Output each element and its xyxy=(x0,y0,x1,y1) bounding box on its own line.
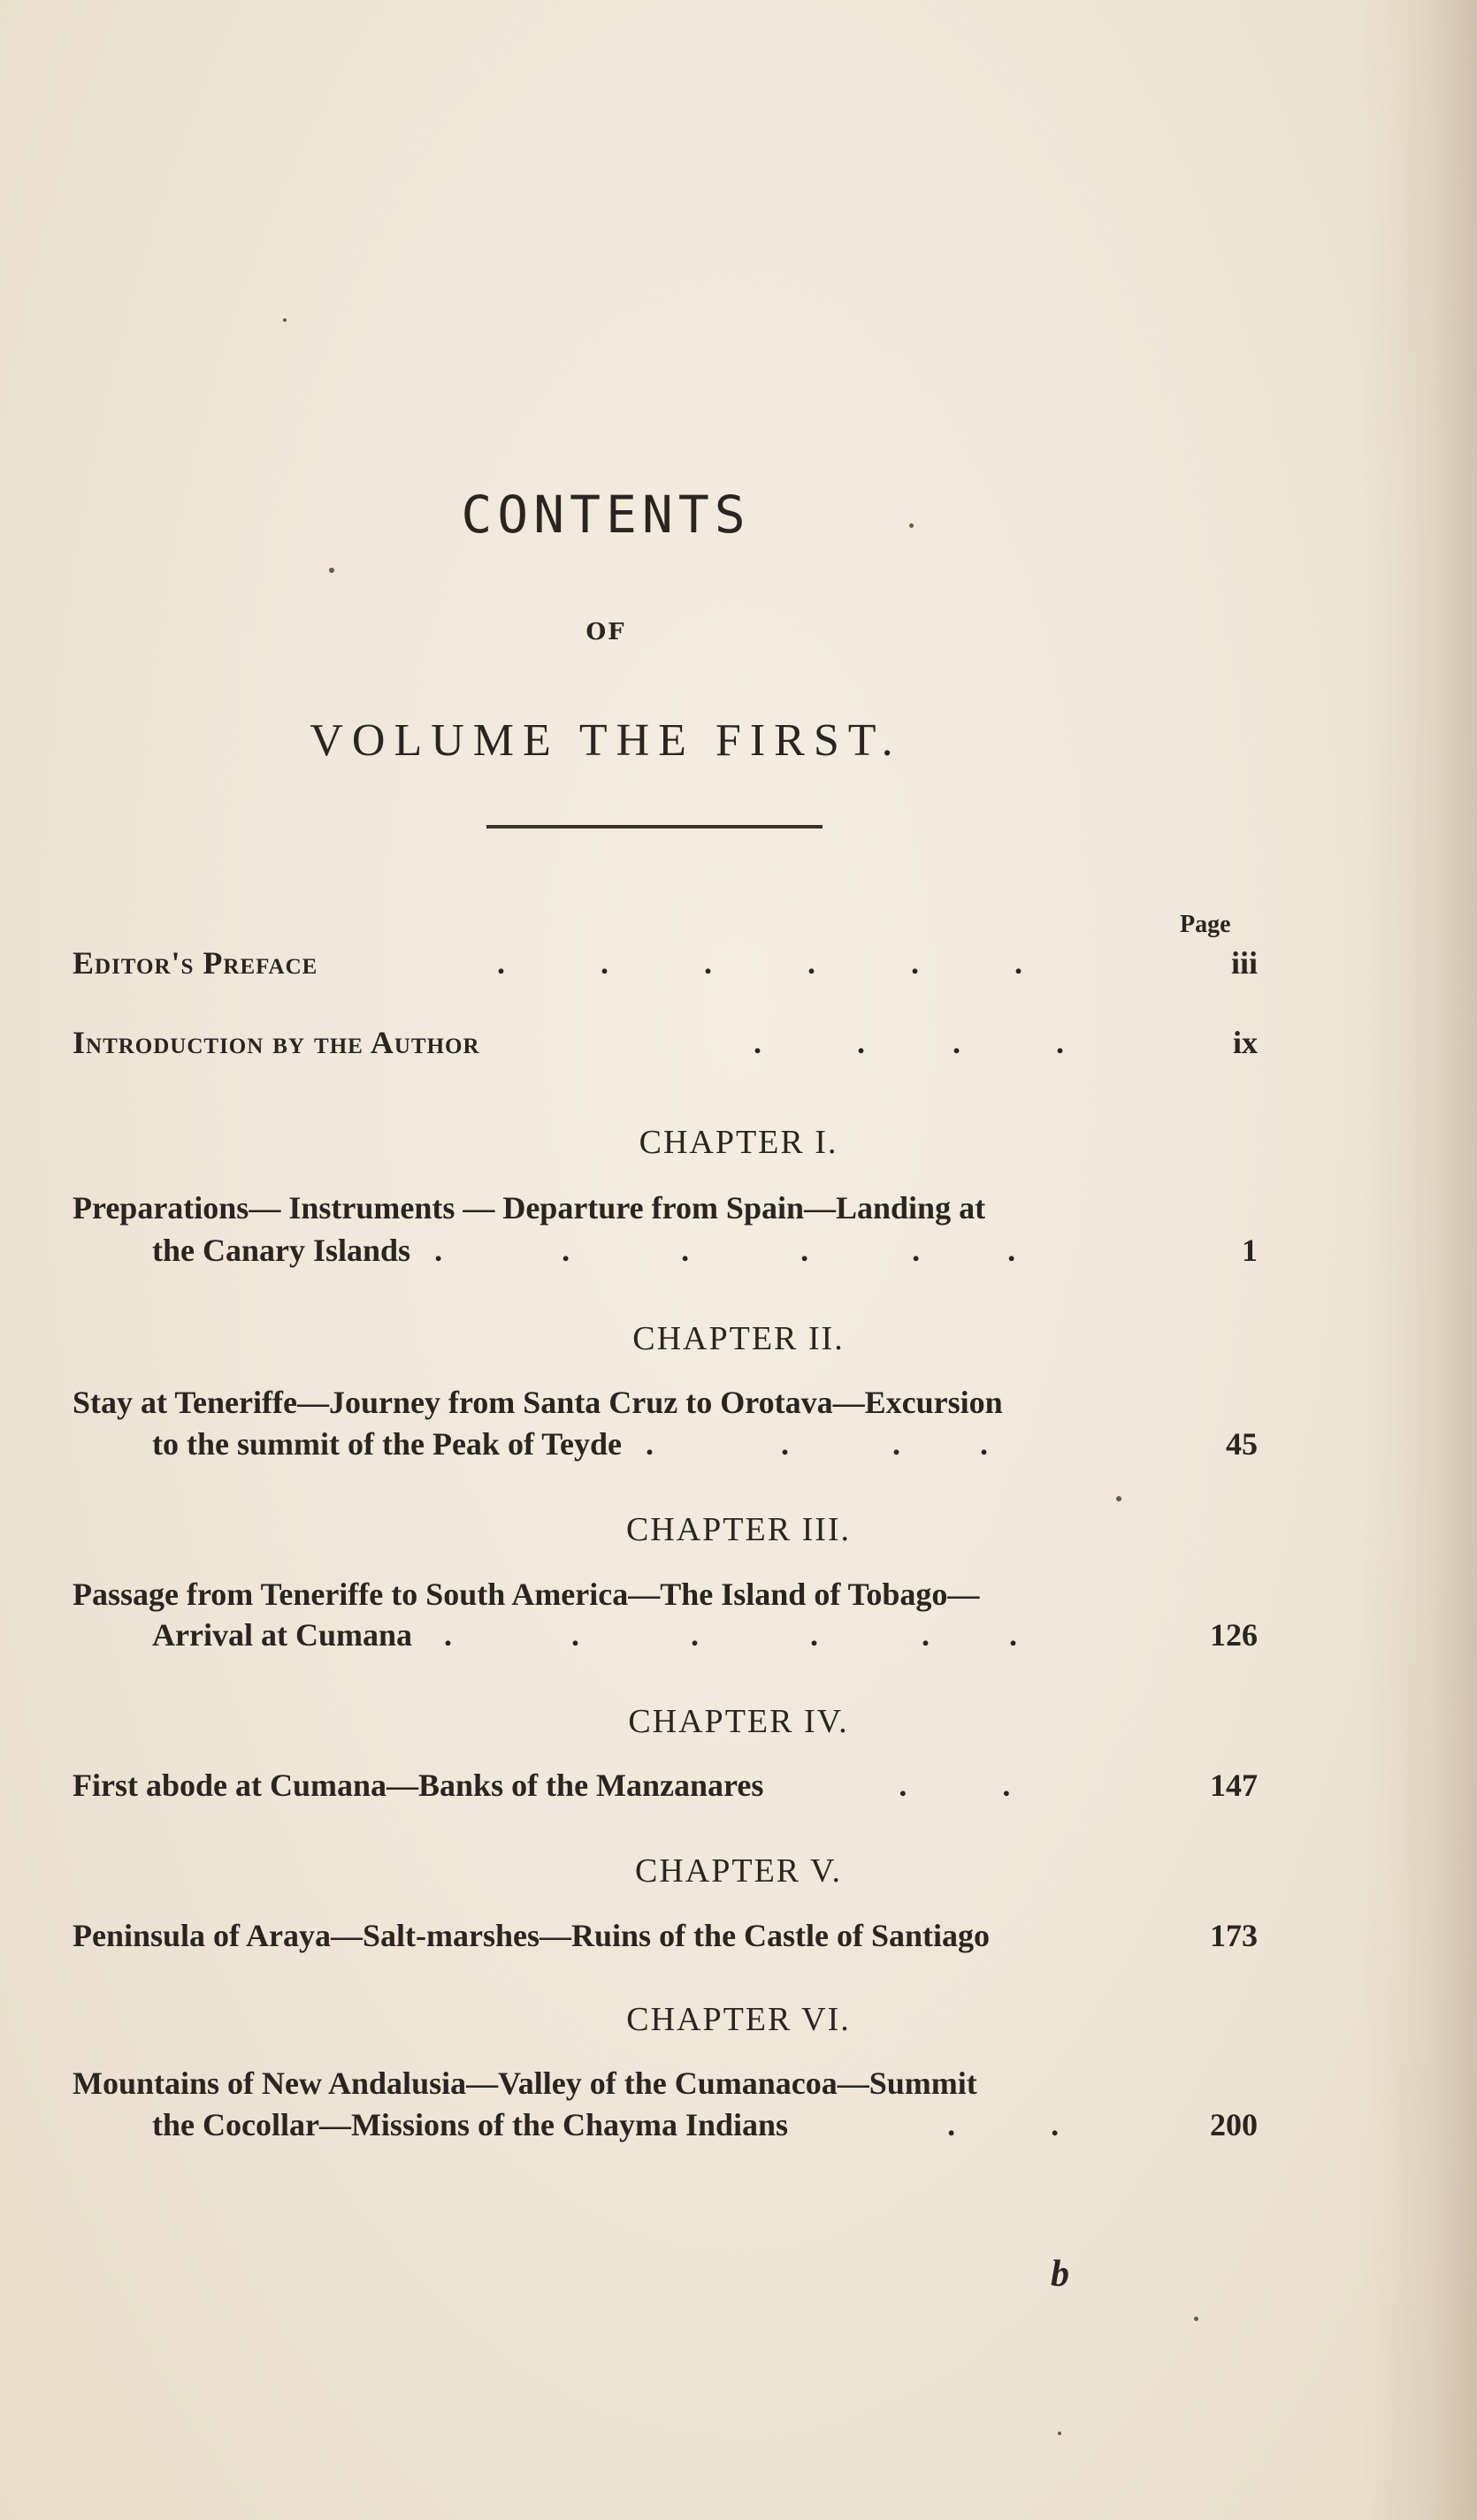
toc-entry-title: Editor's Preface xyxy=(73,945,318,981)
page-edge-shadow xyxy=(1362,0,1477,2520)
chapter-6-title-line1[interactable]: Mountains of New Andalusia—Valley of the Cumanacoa—Summit xyxy=(73,2066,977,2101)
paper-speck xyxy=(329,568,334,573)
leader-dots: . . xyxy=(771,1768,1011,1803)
toc-page-number: 45 xyxy=(1226,1426,1258,1462)
page-column-label: Page xyxy=(1180,911,1231,938)
toc-entry-title: Introduction by the Author xyxy=(73,1025,480,1060)
toc-entry-editors-preface[interactable] xyxy=(73,944,1258,981)
paper-speck xyxy=(909,523,914,528)
volume-title: VOLUME THE FIRST. xyxy=(310,715,902,766)
chapter-heading: CHAPTER IV. xyxy=(628,1703,849,1740)
chapter-heading: CHAPTER VI. xyxy=(626,2001,851,2038)
chapter-1-title-line1[interactable]: Preparations— Instruments — Departure from Spain—Landing at xyxy=(73,1190,986,1226)
chapter-title-line: to the summit of the Peak of Teyde xyxy=(152,1426,622,1462)
chapter-heading: CHAPTER I. xyxy=(639,1124,838,1161)
chapter-1-title-line2[interactable] xyxy=(152,1232,1015,1269)
chapter-title-line: the Cocollar—Missions of the Chayma Indians xyxy=(152,2107,789,2142)
chapter-heading: CHAPTER V. xyxy=(635,1852,842,1890)
chapter-title-line: Arrival at Cumana xyxy=(152,1617,412,1653)
of-subtitle: OF xyxy=(585,619,626,645)
toc-entry-introduction[interactable] xyxy=(73,1024,1258,1061)
chapter-3-title-line2[interactable] xyxy=(152,1616,1017,1653)
toc-page-number: 1 xyxy=(1242,1233,1258,1268)
chapter-3-title-line1[interactable]: Passage from Teneriffe to South America—The Island of Tobago— xyxy=(73,1577,980,1612)
chapter-title-line: First abode at Cumana—Banks of the Manzanares xyxy=(73,1768,764,1803)
leader-dots: . . . . . . xyxy=(497,945,1022,981)
chapter-heading: CHAPTER II. xyxy=(632,1320,845,1357)
contents-title: CONTENTS xyxy=(461,485,751,545)
chapter-5-title[interactable]: Peninsula of Araya—Salt-marshes—Ruins of the Castle of Santiago xyxy=(73,1918,991,1953)
chapter-2-title-line2[interactable] xyxy=(152,1425,988,1462)
signature-mark: b xyxy=(1051,2254,1069,2295)
leader-dots: . . . . . . xyxy=(418,1233,1016,1268)
toc-page-number: 126 xyxy=(1210,1617,1258,1653)
leader-dots: . . . . . . xyxy=(419,1617,1017,1653)
paper-speck xyxy=(283,318,287,322)
toc-page-number: ix xyxy=(1232,1025,1258,1060)
leader-dots: . . . . xyxy=(754,1025,1064,1060)
leader-dots: . . xyxy=(796,2107,1060,2142)
chapter-heading: CHAPTER III. xyxy=(625,1511,852,1548)
paper-speck xyxy=(1194,2317,1198,2321)
toc-page-number: 147 xyxy=(1210,1768,1258,1803)
chapter-title-line: the Canary Islands xyxy=(152,1233,411,1268)
paper-speck xyxy=(1116,1496,1121,1501)
toc-page-number: 173 xyxy=(1210,1918,1258,1953)
leader-dots: . . . . xyxy=(629,1426,988,1462)
chapter-2-title-line1[interactable]: Stay at Teneriffe—Journey from Santa Cruz to Orotava—Excursion xyxy=(73,1385,1003,1420)
chapter-6-title-line2[interactable] xyxy=(152,2106,1059,2143)
paper-speck xyxy=(1058,2432,1061,2435)
toc-page-number: 200 xyxy=(1210,2107,1258,2142)
title-rule xyxy=(486,825,823,829)
chapter-4-title[interactable] xyxy=(73,1767,1010,1804)
toc-page-number: iii xyxy=(1230,945,1258,981)
